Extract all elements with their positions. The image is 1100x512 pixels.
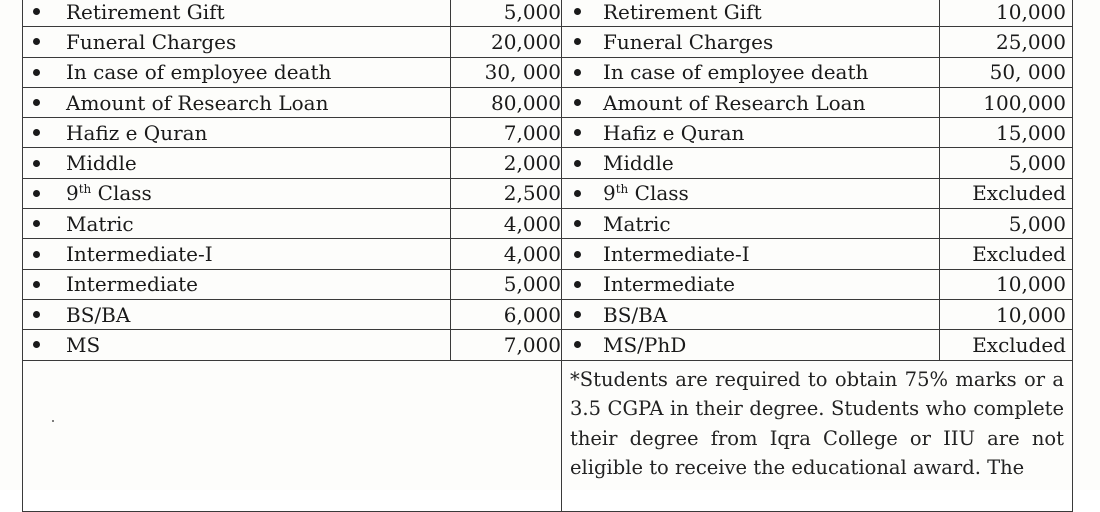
right-amount: 10,000 <box>940 0 1073 27</box>
right-item-label: Matric <box>603 211 671 236</box>
left-amount: 20,000 <box>451 27 562 57</box>
bullet-icon <box>33 69 40 76</box>
left-item-label: Intermediate-I <box>66 242 213 267</box>
bullet-icon <box>33 38 40 45</box>
right-item-label: 9th Class <box>603 181 689 206</box>
right-item-cell <box>562 178 940 208</box>
right-amount: 5,000 <box>940 209 1073 239</box>
left-item-label: MS <box>66 332 101 357</box>
bullet-icon <box>33 311 40 318</box>
left-amount: 5,000 <box>451 269 562 299</box>
right-item-label: Funeral Charges <box>603 29 774 54</box>
left-item-label: BS/BA <box>66 302 131 327</box>
right-amount: 15,000 <box>940 118 1073 148</box>
left-item-cell <box>23 87 451 117</box>
right-amount: 50, 000 <box>940 57 1073 87</box>
right-item-cell <box>562 87 940 117</box>
left-amount: 6,000 <box>451 299 562 329</box>
bullet-icon <box>33 341 40 348</box>
left-item-cell <box>23 57 451 87</box>
table-row <box>23 87 1073 117</box>
right-item-cell <box>562 330 940 360</box>
left-item-label: Funeral Charges <box>66 29 237 54</box>
right-amount: 10,000 <box>940 269 1073 299</box>
left-item-cell <box>23 0 451 27</box>
right-item-cell <box>562 209 940 239</box>
right-item-label: MS/PhD <box>603 332 687 357</box>
bullet-icon <box>574 38 581 45</box>
bullet-icon <box>574 129 581 136</box>
right-item-cell <box>562 269 940 299</box>
left-amount: 30, 000 <box>451 57 562 87</box>
bullet-icon <box>574 8 581 15</box>
table-row <box>23 178 1073 208</box>
table-row <box>23 118 1073 148</box>
right-amount: 10,000 <box>940 299 1073 329</box>
table-row <box>23 269 1073 299</box>
right-amount: Excluded <box>940 239 1073 269</box>
bullet-icon <box>33 129 40 136</box>
bullet-icon <box>33 8 40 15</box>
left-item-cell <box>23 178 451 208</box>
right-item-label: In case of employee death <box>603 60 869 85</box>
left-amount: 2,000 <box>451 148 562 178</box>
grant-comparison-table <box>22 0 1073 512</box>
right-item-cell <box>562 239 940 269</box>
right-amount: Excluded <box>940 178 1073 208</box>
left-amount: 5,000 <box>451 0 562 27</box>
left-amount: 80,000 <box>451 87 562 117</box>
table-row <box>23 57 1073 87</box>
left-item-cell <box>23 330 451 360</box>
note-cell <box>562 360 1073 511</box>
left-item-cell <box>23 27 451 57</box>
bullet-icon <box>574 251 581 258</box>
right-item-cell <box>562 299 940 329</box>
table-row <box>23 239 1073 269</box>
left-item-cell <box>23 118 451 148</box>
right-amount: Excluded <box>940 330 1073 360</box>
right-item-label: Amount of Research Loan <box>603 90 866 115</box>
right-item-label: Intermediate <box>603 272 736 297</box>
bullet-icon <box>33 160 40 167</box>
left-item-label: In case of employee death <box>66 60 332 85</box>
table-row <box>23 330 1073 360</box>
right-item-cell <box>562 57 940 87</box>
bullet-icon <box>574 281 581 288</box>
bullet-icon <box>574 160 581 167</box>
left-item-cell <box>23 299 451 329</box>
right-item-label: Retirement Gift <box>603 0 762 24</box>
table-row <box>23 148 1073 178</box>
bullet-icon <box>574 99 581 106</box>
bullet-icon <box>33 190 40 197</box>
table-row <box>23 27 1073 57</box>
right-item-cell <box>562 27 940 57</box>
left-amount: 4,000 <box>451 209 562 239</box>
right-item-label: Intermediate-I <box>603 242 750 267</box>
empty-cell <box>23 360 562 511</box>
left-item-label: Matric <box>66 211 134 236</box>
left-item-label: 9th Class <box>66 181 152 206</box>
left-item-cell <box>23 269 451 299</box>
left-item-label: Hafiz e Quran <box>66 120 208 145</box>
bullet-icon <box>574 190 581 197</box>
bullet-icon <box>33 281 40 288</box>
right-amount: 25,000 <box>940 27 1073 57</box>
left-amount: 4,000 <box>451 239 562 269</box>
right-item-cell <box>562 118 940 148</box>
right-amount: 5,000 <box>940 148 1073 178</box>
right-item-cell <box>562 0 940 27</box>
bullet-icon <box>574 69 581 76</box>
left-item-label: Intermediate <box>66 272 199 297</box>
eligibility-note: *Students are required to obtain 75% marks or a 3.5 CGPA in their degree. Students who complete their degree from Iqra College or IIU are not eligible to receive the educational award. The <box>570 367 1064 480</box>
right-amount: 100,000 <box>940 87 1073 117</box>
bullet-icon <box>33 99 40 106</box>
right-item-label: Middle <box>603 151 674 176</box>
bullet-icon <box>33 251 40 258</box>
bullet-icon <box>33 220 40 227</box>
table-row <box>23 0 1073 27</box>
left-item-label: Retirement Gift <box>66 0 225 24</box>
bullet-icon <box>574 220 581 227</box>
right-item-label: Hafiz e Quran <box>603 120 745 145</box>
note-row <box>23 360 1073 511</box>
left-item-cell <box>23 239 451 269</box>
scan-speck <box>52 420 54 422</box>
left-amount: 2,500 <box>451 178 562 208</box>
left-item-label: Middle <box>66 151 137 176</box>
right-item-label: BS/BA <box>603 302 668 327</box>
table-row <box>23 209 1073 239</box>
left-amount: 7,000 <box>451 330 562 360</box>
left-item-cell <box>23 209 451 239</box>
bullet-icon <box>574 311 581 318</box>
left-item-cell <box>23 148 451 178</box>
right-item-cell <box>562 148 940 178</box>
left-item-label: Amount of Research Loan <box>66 90 329 115</box>
left-amount: 7,000 <box>451 118 562 148</box>
table-row <box>23 299 1073 329</box>
bullet-icon <box>574 341 581 348</box>
